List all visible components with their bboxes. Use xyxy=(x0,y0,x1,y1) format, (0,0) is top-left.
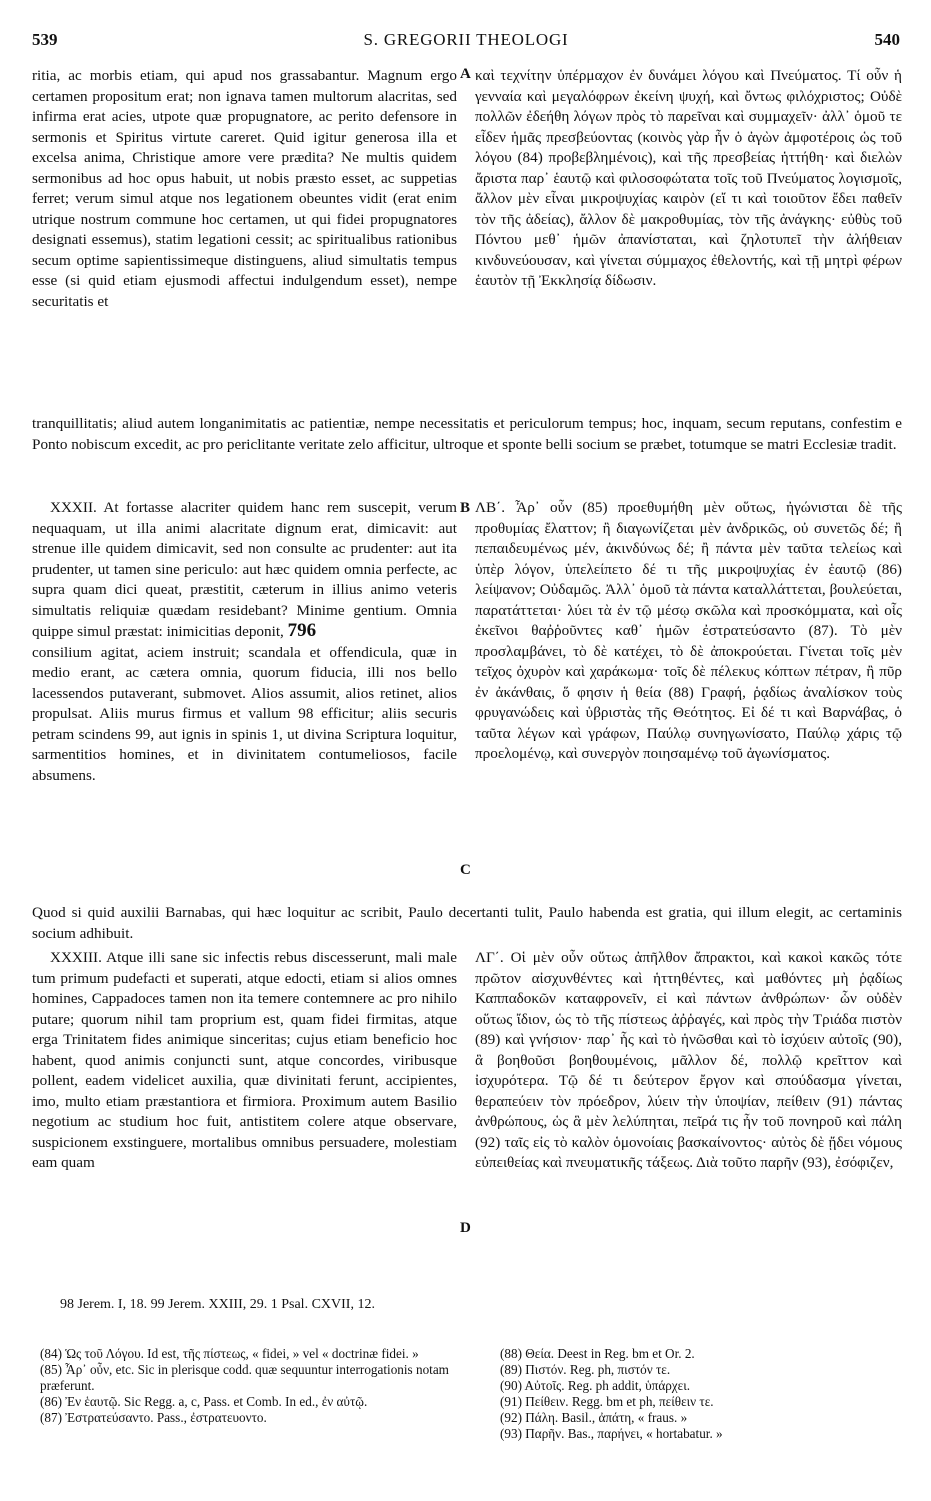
greek-text-1: καὶ τεχνίτην ὑπέρμαχον ἐν δυνάμει λόγου καὶ Πνεύματος. Τί οὖν ἡ γενναία καὶ μεγαλόφρων ἐκείνη ψυχή, καὶ ὄντως φιλόχριστος; Οὐδὲ πολλῶν ἐδεήθη λόγων πρὸς τὸ παρεῖναι καὶ συμμαχεῖν· ἀλλ᾽ ὁμοῦ τε εἶδεν ἡμᾶς πρεσβεύοντας (κοινὸς γὰρ ἦν ὁ ἀγὼν ἀμφοτέροις ὡς τοῦ λόγου (84) προβεβλημένοις), καὶ τῆς πρεσβείας ἡττήθη· καὶ διελὼν ἄριστα παρ᾽ ἑαυτῷ καὶ φιλοσοφώτατα τοῖς τοῦ Πνεύματος λογισμοῖς, ἄλλον μὲν εἶναι μικροψυχίας καιρὸν (εἴ τι καὶ τοιοῦτον ἔδει παθεῖν τὸν τῆς ἀδείας), ἄλλον δὲ μακροθυμίας, τὸν τῆς ἀνάγκης· εὐθὺς τοῦ Πόντου μεθ᾽ ἡμῶν ἀπανίσταται, καὶ ζηλοτυπεῖ τὴν ἀλήθειαν κινδυνεύουσαν, καὶ γίνεται σύμμαχος ἐθελοντής, καὶ τῇ μητρὶ φέρων ἑαυτὸν τῇ Ἐκκλησίᾳ δίδωσιν. xyxy=(475,67,902,289)
latin-paragraph-2 xyxy=(32,498,457,786)
footnotes-left xyxy=(40,1346,470,1426)
latin-fullwidth-2 xyxy=(32,903,902,944)
footnote: (91) Πείθειν. Regg. bm et ph, πείθειν τε. xyxy=(500,1394,714,1409)
footnote: (93) Παρῆν. Bas., παρήνει, « hortabatur. » xyxy=(500,1426,723,1441)
latin-text-2a-body: XXXII. At fortasse alacriter quidem hanc rem suscepit, verum nequaquam, ut illa animi alacritate dignum erat, dimicavit: aut strenue ille quidem dimicavit, sed non consulte ac prudenter: aut ita prudenter, ut tamen sine periculo: aut hæc quidem omnia perfecte, ac supra quam dici queat, præstitit, cæterum in illius animo veteris simultatis reliquiæ quædam residebant? Minime gentium. Omnia quippe simul præstat: inimicitias deponit, xyxy=(32,499,457,640)
margin-marker-d: D xyxy=(460,1220,471,1236)
page-number-left: 539 xyxy=(32,30,58,49)
column-number: 796 xyxy=(287,620,317,641)
latin-paragraph-3 xyxy=(32,948,457,1174)
margin-marker-b: B xyxy=(460,500,471,516)
footnote: (90) Αὐτοῖς. Reg. ph addit, ὑπάρχει. xyxy=(500,1378,691,1393)
latin-fullwidth-1 xyxy=(32,414,902,455)
greek-text-2: ΛΒ΄. Ἆρ᾽ οὖν (85) προεθυμήθη μὲν οὕτως, ἠγώνισται δὲ τῆς προθυμίας ἔλαττον; ἢ διαγωνίζεται μὲν ἀνδρικῶς, οὐ συνετῶς δέ; ἢ πεπαιδευμένως μέν, ἀκινδύνως δέ; ἢ πάντα μὲν ταῦτα τελείως καὶ ὑπὲρ λόγον, ὑπελείπετο δέ τι τῆς μικροψυχίας ἐν ἑαυτῷ (86) λείψανον; Οὐδαμῶς. Ἀλλ᾽ ὁμοῦ τὰ πάντα καταλλάττεται, βουλεύεται, παρατάττεται· λύει τὰ ἐν τῷ μέσῳ σκῶλα καὶ προσκόμματα, καὶ οἷς ἐκεῖνοι θαῤῥοῦντες καθ᾽ ἡμῶν ἐστρατεύσαντο (87). Τὸ μὲν προσλαμβάνει, τὸ δὲ κατέχει, τὸ δὲ ἀποκρούεται. Γίνεται τοῖς μὲν τεῖχος ὀχυρὸν καὶ χαράκωμα· τοῖς δὲ πέλεκυς κόπτων πέτραν, ἢ πῦρ ἐν ἀκάνθαις, ὅ φησιν ἡ θεία (88) Γραφή, ῥᾳδίως ἀναλίσκον τοὺς φρυγανώδεις καὶ ὑβριστὰς τῆς Θεότητος. Εἰ δέ τι καὶ Βαρνάβας, ὁ ταῦτα λέγων καὶ γράφων, Παύλῳ συνηγωνίσατο, Παύλῳ χάρις τῷ προελομένῳ, καὶ συνεργὸν ποιησαμένῳ τοῦ ἀγωνίσματος. xyxy=(475,499,902,762)
latin-paragraph-1 xyxy=(32,66,457,312)
greek-paragraph-2 xyxy=(475,498,902,765)
latin-fullwidth-text-1: tranquillitatis; aliud autem longanimitatis ac patientiæ, nempe necessitatis et periculorum tempus; hoc, inquam, secum reputans, confestim e Ponto nobiscum excedit, ac pro periclitante veritate zelo afficitur, ultroque et sponte belli socium se præbet, totumque se matri Ecclesiæ tradit. xyxy=(32,415,902,453)
margin-marker-a: A xyxy=(460,66,471,82)
latin-text-3: XXXIII. Atque illi sane sic infectis rebus discesserunt, mali male tum primum pudefacti et superati, atque edocti, etiam si alios omnes homines, Cappadoces tamen non ita temere contemnere ac pro nihilo putare; quorum nihil tam proprium est, quam fidei firmitas, atque erga Trinitatem fides animique sinceritas; cujus etiam beneficio hoc habent, quod animis conjuncti sunt, atque concordes, viribusque pollent, eadem videlicet auxilia, quæ divinitati ferunt, accipientes, imo, multo etiam præstantiora et firmiora. Proximum autem Basilio negotium ac studium hoc fuit, antistitem colere atque observare, suspicionem exstinguere, mortalibus omnibus persuadere, molestiam eam quam xyxy=(32,949,457,1171)
greek-paragraph-1 xyxy=(475,66,902,292)
page-header xyxy=(32,30,900,58)
latin-text-1: ritia, ac morbis etiam, qui apud nos grassabantur. Magnum ergo certamen propositum erat; non ignava tamen multorum alacritas, sed infirma erat acies, utpote quæ propugnatore, ac perito defensore in sermonis et Spiritus virtute careret. Quid igitur generosa illa et excelsa anima, Christique amore vere prædita? Ne multis quidem sermonibus ad hoc opus habuit, ut nobis præsto esset, ac suppetias ferret; verum simul atque nos legationem obeuntes vidit (erat enim utrique nostrum commune hoc certamen, ut qui fidei propugnatores designati essemus), statim legationi cessit; ac spiritualibus rationibus secum optime sapientissimeque distinguens, aliud simultatis tempus esse (si quid etiam ejusmodi affectui indulgendum esset), nempe securitatis et xyxy=(32,67,457,310)
footnote: (86) Ἐν ἑαυτῷ. Sic Regg. a, c, Pass. et Comb. In ed., ἐν αὐτῷ. xyxy=(40,1394,368,1409)
footnote: (84) Ὡς τοῦ Λόγου. Id est, τῆς πίστεως, « fidei, » vel « doctrinæ fidei. » xyxy=(40,1346,419,1361)
latin-text-2a xyxy=(32,498,457,643)
footnote: (87) Ἐστρατεύσαντο. Pass., ἐστρατευοντο. xyxy=(40,1410,267,1425)
page-number-right: 540 xyxy=(874,30,900,49)
footnote: (88) Θεία. Deest in Reg. bm et Or. 2. xyxy=(500,1346,695,1361)
footnote: (92) Πάλη. Basil., ἀπάτη, « fraus. » xyxy=(500,1410,688,1425)
greek-text-3: ΛΓ΄. Οἱ μὲν οὖν οὕτως ἀπῆλθον ἄπρακτοι, καὶ κακοὶ κακῶς τότε πρῶτον αἰσχυνθέντες καὶ ἡττηθέντες, καὶ μαθόντες μὴ ῥᾳδίως Καππαδοκῶν καταφρονεῖν, εἰ καὶ πάντων ἀνθρώπων· ὧν οὐδὲν οὕτως ἴδιον, ὡς τὸ τῆς πίστεως ἀῤῥαγές, καὶ πρὸς τὴν Τριάδα πιστὸν (89) καὶ γνήσιον· παρ᾽ ἧς καὶ τὸ ἡνῶσθαι καὶ τὸ ἰσχύειν αὐτοῖς (90), ἃ βοηθοῦσι βοηθουμένοις, μᾶλλον δέ, πολλῷ κρεῖττον καὶ ἰσχυρότερα. Τῷ δέ τι δεύτερον ἔργον καὶ σπούδασμα γίνεται, θεραπεύειν τὸν πρόεδρον, λύειν τὴν ὑποψίαν, πείθειν (91) πάντας ἀνθρώπους, ὡς ἃ μὲν λελύπηται, πεῖρά τις ἦν τοῦ πονηροῦ καὶ πάλη (92) ταῖς εἰς τὸ καλὸν ὁμονοίαις βασκαίνοντος· αὐτὸς δὲ ᾔδει νόμους εὐπειθείας καὶ πνευματικῆς τάξεως. Διὰ τοῦτο παρῆν (93), ἐσόφιζεν, xyxy=(475,949,902,1171)
latin-text-2b: consilium agitat, aciem instruit; scandala et offendicula, quæ in medio erant, ac cætera omnia, quorum fiducia, illi nos bello lacessendos putaverant, submovet. Alios assumit, alios retinet, alios propulsat. Aliis murus firmus et vallum 98 efficitur; aliis securis petram scindens 99, aut ignis in spinis 1, ut divina Scriptura loquitur, sarmentitios homines, et in divinitatem contumeliosos, facile absumens. xyxy=(32,643,457,784)
running-title: S. GREGORII THEOLOGI xyxy=(363,30,569,49)
latin-fullwidth-text-2: Quod si quid auxilii Barnabas, qui hæc loquitur ac scribit, Paulo decertanti tulit, Paulo habenda est gratia, qui illum elegit, ac certaminis socium adhibuit. xyxy=(32,904,902,942)
footnotes-right xyxy=(500,1346,900,1442)
margin-marker-c: C xyxy=(460,862,471,878)
greek-paragraph-3 xyxy=(475,948,902,1174)
footnote: (85) Ἆρ᾽ οὖν, etc. Sic in plerisque codd. quæ sequuntur interrogationis notam præferunt. xyxy=(40,1362,449,1393)
footnote: (89) Πιστόν. Reg. ph, πιστόν τε. xyxy=(500,1362,671,1377)
scripture-references: 98 Jerem. I, 18. 99 Jerem. XXIII, 29. 1 Psal. CXVII, 12. xyxy=(60,1297,375,1312)
